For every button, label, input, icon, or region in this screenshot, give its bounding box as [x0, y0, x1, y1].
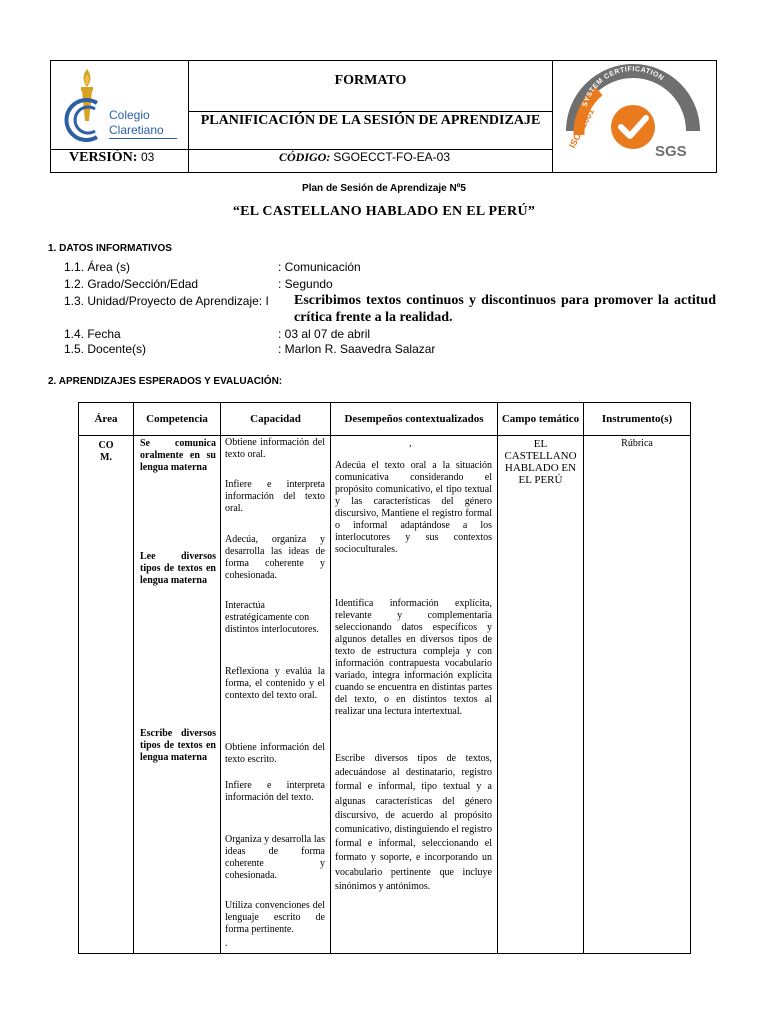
certification-seal-icon	[553, 61, 716, 172]
cert-sgs-text: SGS	[655, 143, 687, 160]
datos-label-grado: 1.2. Grado/Sección/Edad	[64, 277, 199, 291]
codigo-label: CÓDIGO:	[279, 150, 331, 164]
table-row	[79, 436, 691, 954]
section-heading-aprendizajes: 2. APRENDIZAJES ESPERADOS Y EVALUACIÓN:	[48, 376, 283, 387]
section-heading-datos: 1. DATOS INFORMATIVOS	[48, 243, 172, 254]
logo-text-line2: Claretiano	[109, 123, 164, 137]
table-header-row	[79, 403, 691, 436]
divider	[188, 149, 189, 172]
capacidad-item: Organiza y desarrolla las ideas de forma coherente y cohesionada.	[225, 834, 325, 881]
capacidad-item: Infiere e interpreta información del texto oral.	[225, 479, 325, 514]
version-value: 03	[140, 150, 155, 164]
formato-title: FORMATO	[334, 73, 407, 88]
col-header-instrumento: Instrumento(s)	[584, 403, 691, 436]
instrumento-value: Rúbrica	[621, 438, 653, 449]
capacidad-item: Utiliza convenciones del lenguaje escrito de forma pertinente.	[225, 900, 325, 935]
datos-value-area: : Comunicación	[278, 260, 361, 274]
datos-unidad	[64, 293, 716, 325]
area-value: CO M.	[98, 440, 114, 463]
session-plan-label: Plan de Sesión de Aprendizaje Nº5	[302, 183, 466, 194]
aprendizajes-table	[78, 402, 691, 954]
version-field	[69, 150, 154, 166]
datos-label-area: 1.1. Área (s)	[64, 260, 131, 274]
school-logo-cell	[51, 61, 189, 150]
document-header	[50, 60, 717, 173]
capacidad-item: Obtiene información del texto oral.	[225, 437, 325, 460]
version-label: VERSIÓN:	[69, 150, 138, 165]
divider	[188, 111, 553, 112]
cert-iso-text: ISO 21001	[567, 107, 597, 150]
capacidad-item: Reflexiona y evalúa la forma, el contenido y el contexto del texto oral.	[225, 666, 325, 701]
datos-label-unidad: 1.3. Unidad/Proyecto de Aprendizaje: I	[64, 294, 269, 308]
col-header-area: Área	[79, 403, 134, 436]
capacidad-item: Adecúa, organiza y desarrolla las ideas de forma coherente y cohesionada.	[225, 534, 325, 581]
certification-cell	[552, 61, 716, 172]
datos-label-docente: 1.5. Docente(s)	[64, 342, 147, 356]
capacidad-item: Infiere e interpreta información del texto.	[225, 780, 325, 803]
col-header-capacidad: Capacidad	[221, 403, 331, 436]
session-title: “EL CASTELLANO HABLADO EN EL PERÚ”	[232, 204, 536, 219]
competencia-item: Lee diversos tipos de textos en lengua materna	[140, 551, 216, 586]
cell-campo	[498, 436, 584, 954]
cell-instrumento	[584, 436, 691, 954]
datos-value-grado: : Segundo	[278, 277, 333, 291]
cell-area	[79, 436, 134, 954]
col-header-competencia: Competencia	[134, 403, 221, 436]
datos-value-docente: : Marlon R. Saavedra Salazar	[278, 342, 436, 356]
col-header-desempenos: Desempeños contextualizados	[331, 403, 498, 436]
plan-title: PLANIFICACIÓN DE LA SESIÓN DE APRENDIZAJE	[200, 113, 541, 128]
desempeno-item: Escribe diversos tipos de textos, adecuándose al destinatario, registro formal e informal, tipo textual y a algunas características del género discursivo, de acuerdo al propósito comunicativo, distinguiendo el registro formal e informal, seleccionando el formato y soporte, e incorporando un vocabulario pertinente que incluye sinónimos y antónimos.	[335, 753, 492, 892]
capacidad-item: Interactúa estratégicamente con distintos interlocutores.	[225, 600, 319, 635]
campo-value: EL CASTELLANO HABLADO EN EL PERÚ	[504, 438, 577, 486]
cert-arc-text: SYSTEM CERTIFICATION	[581, 65, 665, 108]
col-header-campo: Campo temático	[498, 403, 584, 436]
desempeno-item: Identifica información explícita, relevante y complementaria seleccionando datos específicos y algunos detalles en diversos tipos de texto de estructura compleja y con información contrapuesta vocabulario variado, integra información explícita cuando se encuentra en distintas partes del texto, o en distintos textos al realizar una lectura intertextual.	[335, 598, 492, 717]
competencia-item: Escribe diversos tipos de textos en lengua materna	[140, 728, 216, 763]
desempeno-mark: ,	[409, 438, 412, 449]
datos-value-fecha: : 03 al 07 de abril	[278, 327, 371, 341]
codigo-field	[279, 150, 450, 165]
cell-competencia	[134, 436, 221, 954]
datos-label-fecha: 1.4. Fecha	[64, 327, 121, 341]
logo-underline	[109, 138, 177, 139]
datos-value-unidad: Escribimos textos continuos y discontinuos para promover la actitud crítica frente a la realidad.	[294, 293, 716, 325]
codigo-value: SGOECCT-FO-EA-03	[333, 150, 451, 164]
cell-capacidad	[221, 436, 331, 954]
cell-desempenos	[331, 436, 498, 954]
desempeno-item: Adecúa el texto oral a la situación comunicativa considerando el propósito comunicativo, el tipo textual y las características del género discursivo, Mantiene el registro formal o informal adaptándose a los interlocutores y sus contextos socioculturales.	[335, 460, 492, 555]
capacidad-tail: .	[225, 938, 228, 949]
capacidad-item: Obtiene información del texto escrito.	[225, 742, 325, 765]
competencia-item: Se comunica oralmente en su lengua materna	[140, 438, 216, 473]
logo-text-line1: Colegio	[109, 108, 150, 122]
